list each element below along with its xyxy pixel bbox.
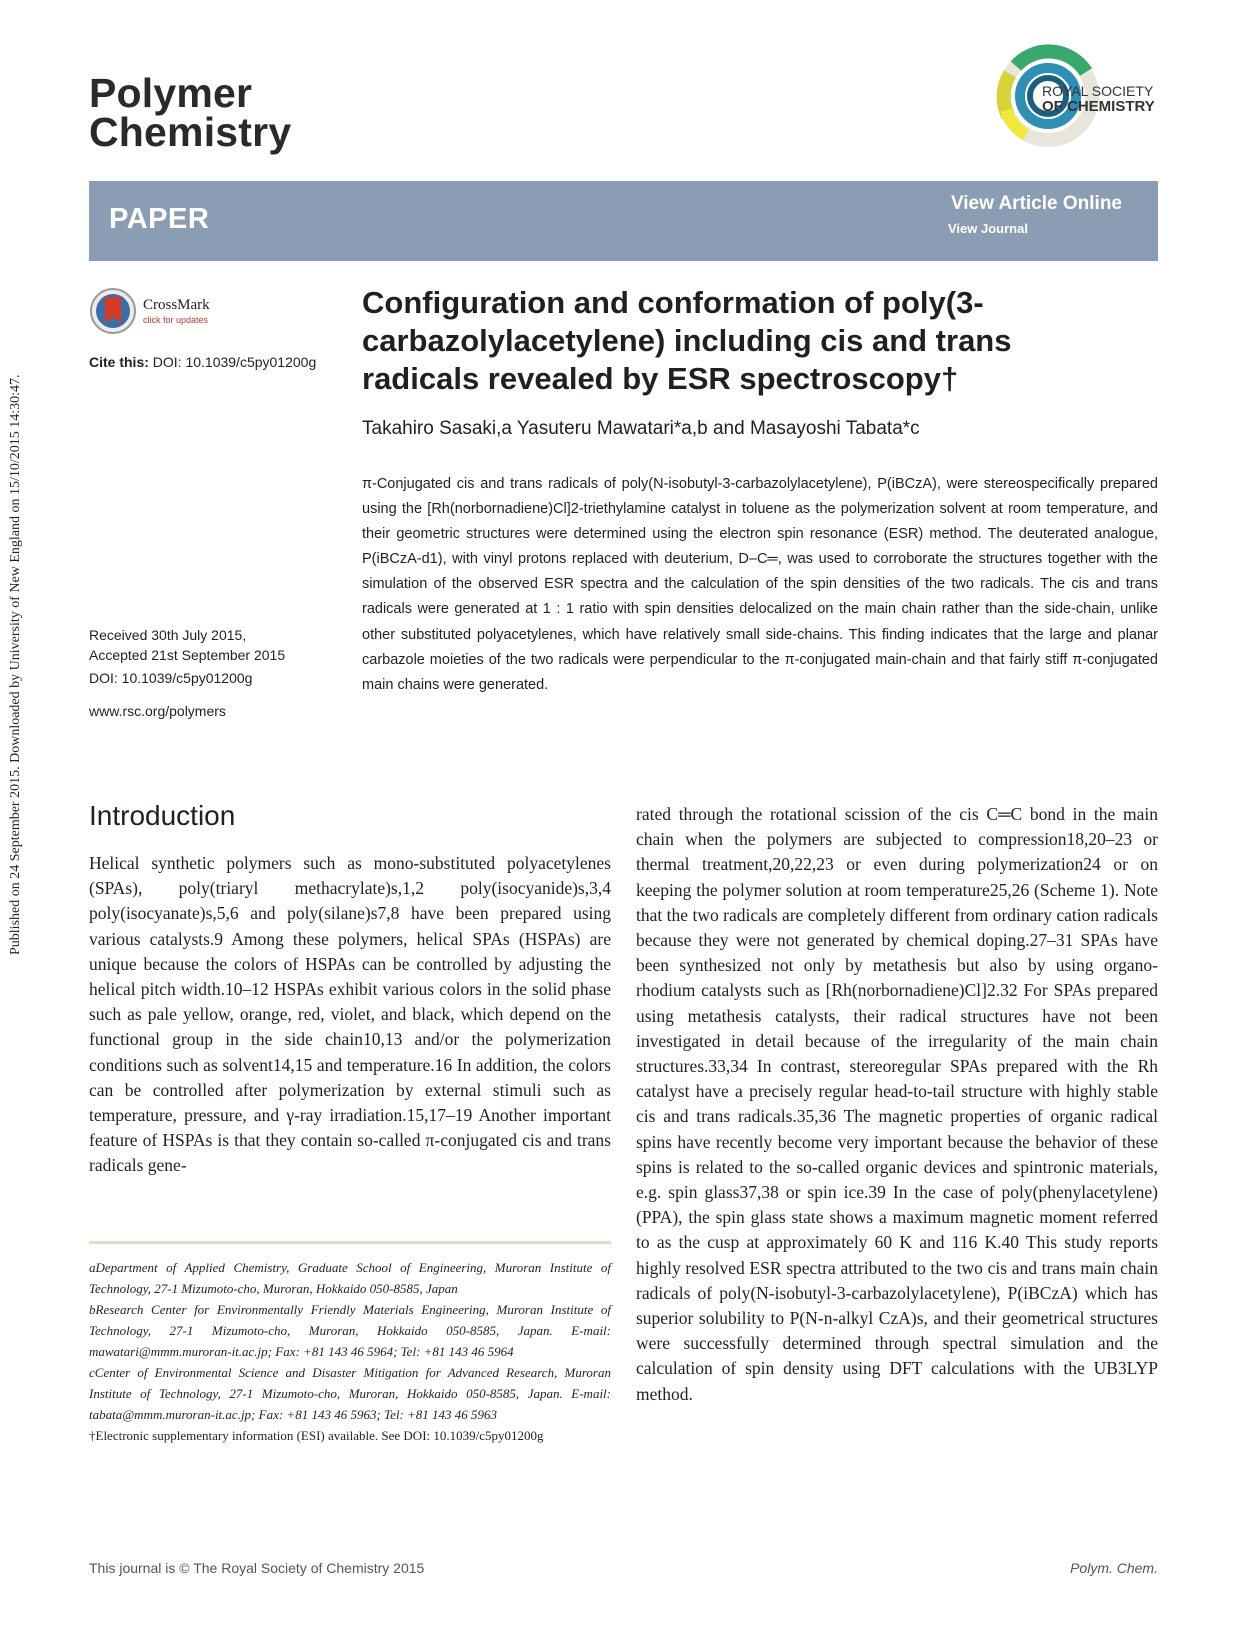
affiliation-footnotes <box>89 1257 611 1446</box>
introduction-left-column <box>89 851 611 1179</box>
footnote-divider <box>89 1241 611 1244</box>
journal-title <box>89 70 292 155</box>
crossmark-icon <box>89 287 137 335</box>
doi-line: DOI: 10.1039/c5py01200g <box>89 670 253 686</box>
rsc-wordmark-line2: OF CHEMISTRY <box>1042 98 1155 115</box>
accepted-date: Accepted 21st September 2015 <box>89 647 286 663</box>
introduction-paragraph: Helical synthetic polymers such as mono-substituted polyacetylenes (SPAs), poly(triaryl methacrylate)s,1,2 poly(isocyanide)s,3,4 poly(isocyanate)s,5,6 and poly(silane)s7,8 have been prepared using various catalysts.9 Among these polymers, helical SPAs (HSPAs) are unique because the colors of HSPAs can be controlled by adjusting the helical pitch width.10–12 HSPAs exhibit various colors in the solid phase such as pale yellow, orange, red, violet, and black, which depend on the functional group in the side chain10,13 and/or the polymerization conditions such as solvent14,15 and temperature.16 In addition, the colors can be controlled after polymerization by external stimuli such as temperature, pressure, and γ-ray irradiation.15,17–19 Another important feature of HSPAs is that they contain so-called π-conjugated cis and trans radicals gene- <box>89 853 611 1176</box>
footnote-esi: †Electronic supplementary information (ESI) available. See DOI: 10.1039/c5py01200g <box>89 1428 544 1443</box>
footer-journal: Polym. Chem. <box>1070 1560 1158 1576</box>
footnote-c: cCenter of Environmental Science and Disaster Mitigation for Advanced Research, Muroran Institute of Technology, 27-1 Mizumoto-cho, Muroran, Hokkaido 050-8585, Japan. E-mail: tabata@mmm.muroran-it.ac.jp; Fax: +81 143 46 5963; Tel: +81 143 46 5963 <box>89 1365 611 1422</box>
view-article-online-link[interactable]: View Article Online <box>950 193 1122 214</box>
author-list: Takahiro Sasaki,a Yasuteru Mawatari*a,b and Masayoshi Tabata*c <box>362 418 920 439</box>
introduction-right-column <box>636 802 1158 1407</box>
introduction-heading: Introduction <box>89 800 236 831</box>
introduction-paragraph-continued: rated through the rotational scission of the cis C═C bond in the main chain when the polymers are subjected to compression18,20–23 or thermal treatment,20,22,23 or even during polymerization24 or on keeping the polymer solution at room temperature25,26 (Scheme 1). Note that the two radicals are completely different from ordinary cation radicals because they were not generated by chemical doping.27–31 SPAs have been synthesized not only by metathesis but also by using organo-rhodium catalysts such as [Rh(norbornadiene)Cl]2.32 For SPAs prepared using metathesis catalysts, their radical structures have not been investigated in detail because of the irregularity of the main chain structures.33,34 In contrast, stereoregular SPAs prepared with the Rh catalyst have a precisely regular head-to-tail structure with highly stable cis and trans radicals.35,36 The magnetic properties of organic radical spins have recently become very important because the behavior of these spins is related to the so-called organic devices and spintronic materials, e.g. spin glass37,38 or spin ice.39 In the case of poly(phenylacetylene) (PPA), the spin glass state shows a maximum magnetic moment referred to as the cusp at approximately 60 K and 116 K.40 This study reports highly resolved ESR spectra attributed to the two cis and trans main chain radicals of poly(N-isobutyl-3-carbazolylacetylene), P(iBCzA) which has superior solubility to P(N-n-alkyl CzA)s, and their geometrical structures were successfully determined through spectral simulation and the calculation of spin density using DFT calculations with the UB3LYP method. <box>636 804 1158 1404</box>
section-label: PAPER <box>109 203 210 235</box>
publication-notice: Published on 24 September 2015. Downloaded by University of New England on 15/10/2015 14:30:47. <box>8 374 23 955</box>
crossmark-sub: click for updates <box>143 315 209 325</box>
crossmark-label: CrossMark <box>143 297 210 313</box>
cite-doi: DOI: 10.1039/c5py01200g <box>152 354 317 370</box>
crossmark-button[interactable] <box>89 287 229 337</box>
footnote-b: bResearch Center for Environmentally Friendly Materials Engineering, Muroran Institute of Technology, 27-1 Mizumoto-cho, Muroran, Hokkaido 050-8585, Japan. E-mail: mawatari@mmm.muroran-it.ac.jp; Fax: +81 143 46 5964; Tel: +81 143 46 5964 <box>89 1302 611 1359</box>
article-title: Configuration and conformation of poly(3-carbazolylacetylene) including cis and trans radicals revealed by ESR spectroscopy† <box>362 285 1012 396</box>
journal-title-line1: Polymer <box>89 70 253 116</box>
footer-copyright: This journal is © The Royal Society of Chemistry 2015 <box>89 1560 425 1576</box>
section-banner <box>89 181 1158 261</box>
abstract: π-Conjugated cis and trans radicals of poly(N-isobutyl-3-carbazolylacetylene), P(iBCzA), were stereospecifically prepared using the [Rh(norbornadiene)Cl]2-triethylamine catalyst in toluene as the polymerization solvent at room temperature, and their geometric structures were determined using the electron spin resonance (ESR) method. The deuterated analogue, P(iBCzA-d1), with vinyl protons replaced with deuterium, D–C═, was used to corroborate the structures together with the simulation of the observed ESR spectra and the calculation of the spin densities of the two radicals. The cis and trans radicals were generated at 1 : 1 ratio with spin densities delocalized on the main chain rather than the side-chain, unlike other substituted polyacetylenes, which have relatively small side-chains. This finding indicates that the large and planar carbazole moieties of the two radicals were perpendicular to the π-conjugated main-chain and that fairly stiff π-conjugated main chains were generated. <box>362 476 1158 693</box>
rsc-wordmark-line1: ROYAL SOCIETY <box>1042 83 1154 99</box>
cite-this <box>89 354 316 370</box>
view-journal-link[interactable]: View Journal <box>948 221 1028 236</box>
journal-website-link[interactable]: www.rsc.org/polymers <box>89 703 226 719</box>
received-date: Received 30th July 2015, <box>89 627 247 643</box>
rsc-wordmark <box>1042 84 1155 114</box>
journal-title-line2: Chemistry <box>89 109 292 155</box>
received-dates <box>89 625 285 665</box>
footnote-a: aDepartment of Applied Chemistry, Graduate School of Engineering, Muroran Institute of Technology, 27-1 Mizumoto-cho, Muroran, Hokkaido 050-8585, Japan <box>89 1260 611 1296</box>
cite-label: Cite this: <box>89 354 149 370</box>
